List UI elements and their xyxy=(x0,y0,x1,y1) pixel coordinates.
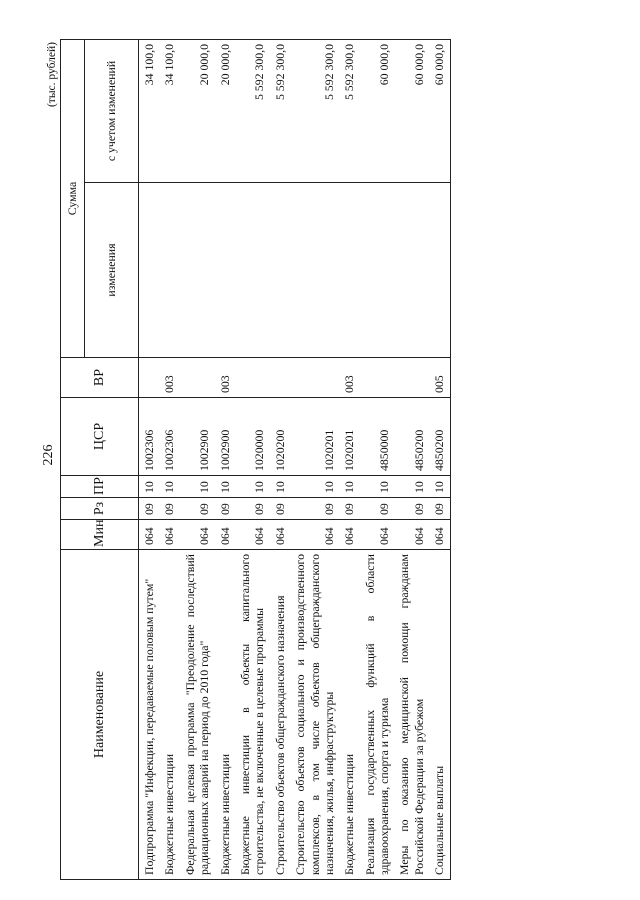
row-rz: 09 xyxy=(360,498,395,520)
header-rz: Рз xyxy=(61,498,139,520)
row-min: 064 xyxy=(270,520,290,550)
row-changes xyxy=(159,183,179,358)
row-changes xyxy=(339,183,359,358)
row-csr: 4850000 xyxy=(360,398,395,476)
row-total: 20 000,0 xyxy=(215,40,235,183)
row-csr: 1002306 xyxy=(139,398,160,476)
header-with-changes: с учетом изменений xyxy=(85,40,139,183)
header-vr: ВР xyxy=(61,358,139,398)
table-row xyxy=(215,40,235,880)
table-row xyxy=(429,40,450,880)
row-pr: 10 xyxy=(235,476,270,498)
rotated-table-area xyxy=(40,40,640,880)
row-min: 064 xyxy=(290,520,339,550)
row-min: 064 xyxy=(339,520,359,550)
row-pr: 10 xyxy=(215,476,235,498)
row-changes xyxy=(394,183,429,358)
row-min: 064 xyxy=(360,520,395,550)
table-row xyxy=(235,40,270,880)
row-changes xyxy=(360,183,395,358)
header-csr: ЦСР xyxy=(61,398,139,476)
row-changes xyxy=(235,183,270,358)
row-total: 60 000,0 xyxy=(394,40,429,183)
row-csr: 4850200 xyxy=(394,398,429,476)
row-total: 34 100,0 xyxy=(139,40,160,183)
row-name: Реализация государственных функций в области здравоохранения, спорта и туризма xyxy=(360,550,395,880)
row-changes xyxy=(139,183,160,358)
row-vr xyxy=(270,358,290,398)
row-rz: 09 xyxy=(429,498,450,520)
row-total: 34 100,0 xyxy=(159,40,179,183)
row-pr: 10 xyxy=(394,476,429,498)
row-total: 20 000,0 xyxy=(180,40,215,183)
row-name: Строительство объектов общегражданского назначения xyxy=(270,550,290,880)
row-total: 5 592 300,0 xyxy=(270,40,290,183)
row-total: 5 592 300,0 xyxy=(339,40,359,183)
row-name: Бюджетные инвестиции xyxy=(159,550,179,880)
row-name: Подпрограмма "Инфекции, передаваемые половым путем" xyxy=(139,550,160,880)
page-number: 226 xyxy=(41,444,56,466)
row-vr: 003 xyxy=(159,358,179,398)
row-changes xyxy=(180,183,215,358)
row-csr: 1002306 xyxy=(159,398,179,476)
row-rz: 09 xyxy=(159,498,179,520)
row-pr: 10 xyxy=(290,476,339,498)
row-min: 064 xyxy=(180,520,215,550)
row-pr: 10 xyxy=(159,476,179,498)
row-pr: 10 xyxy=(180,476,215,498)
row-name: Федеральная целевая программа "Преодоление последствий радиационных аварий на период до 2010 года" xyxy=(180,550,215,880)
row-csr: 4850200 xyxy=(429,398,450,476)
row-rz: 09 xyxy=(339,498,359,520)
row-pr: 10 xyxy=(360,476,395,498)
row-csr: 1020200 xyxy=(270,398,290,476)
header-name: Наименование xyxy=(61,550,139,880)
row-total: 60 000,0 xyxy=(429,40,450,183)
header-changes: изменения xyxy=(85,183,139,358)
row-total: 60 000,0 xyxy=(360,40,395,183)
row-min: 064 xyxy=(139,520,160,550)
row-min: 064 xyxy=(235,520,270,550)
row-name: Меры по оказанию медицинской помощи гражданам Российской Федерации за рубежом xyxy=(394,550,429,880)
header-sum: Сумма xyxy=(61,40,85,358)
row-rz: 09 xyxy=(394,498,429,520)
row-min: 064 xyxy=(429,520,450,550)
row-rz: 09 xyxy=(139,498,160,520)
row-csr: 1002900 xyxy=(180,398,215,476)
header-pr: ПР xyxy=(61,476,139,498)
row-changes xyxy=(429,183,450,358)
row-pr: 10 xyxy=(270,476,290,498)
row-vr xyxy=(394,358,429,398)
row-min: 064 xyxy=(394,520,429,550)
row-name: Строительство объектов социального и производственного комплексов, в том числе объектов общегражданского назначения, жилья, инфраструктуры xyxy=(290,550,339,880)
row-rz: 09 xyxy=(215,498,235,520)
row-name: Бюджетные инвестиции xyxy=(339,550,359,880)
row-name: Бюджетные инвестиции xyxy=(215,550,235,880)
row-vr xyxy=(180,358,215,398)
row-csr: 1020201 xyxy=(290,398,339,476)
table-row xyxy=(360,40,395,880)
row-rz: 09 xyxy=(180,498,215,520)
row-total: 5 592 300,0 xyxy=(235,40,270,183)
row-name: Бюджетные инвестиции в объекты капитального строительства, не включенные в целевые программы xyxy=(235,550,270,880)
table-row xyxy=(180,40,215,880)
row-vr xyxy=(235,358,270,398)
table-row xyxy=(290,40,339,880)
row-changes xyxy=(290,183,339,358)
row-total: 5 592 300,0 xyxy=(290,40,339,183)
row-vr: 003 xyxy=(339,358,359,398)
row-vr: 005 xyxy=(429,358,450,398)
row-pr: 10 xyxy=(139,476,160,498)
table-row xyxy=(270,40,290,880)
row-name: Социальные выплаты xyxy=(429,550,450,880)
row-rz: 09 xyxy=(290,498,339,520)
row-min: 064 xyxy=(159,520,179,550)
row-changes xyxy=(215,183,235,358)
table-row xyxy=(394,40,429,880)
row-vr xyxy=(139,358,160,398)
header-min: Мин xyxy=(61,520,139,550)
row-vr xyxy=(360,358,395,398)
unit-label: (тыс. рублей) xyxy=(46,42,58,108)
row-rz: 09 xyxy=(270,498,290,520)
table-row xyxy=(159,40,179,880)
row-changes xyxy=(270,183,290,358)
row-pr: 10 xyxy=(429,476,450,498)
row-csr: 1002900 xyxy=(215,398,235,476)
row-min: 064 xyxy=(215,520,235,550)
row-vr xyxy=(290,358,339,398)
budget-table xyxy=(60,39,451,880)
table-row xyxy=(339,40,359,880)
row-rz: 09 xyxy=(235,498,270,520)
row-vr: 003 xyxy=(215,358,235,398)
row-pr: 10 xyxy=(339,476,359,498)
table-row xyxy=(139,40,160,880)
row-csr: 1020000 xyxy=(235,398,270,476)
row-csr: 1020201 xyxy=(339,398,359,476)
